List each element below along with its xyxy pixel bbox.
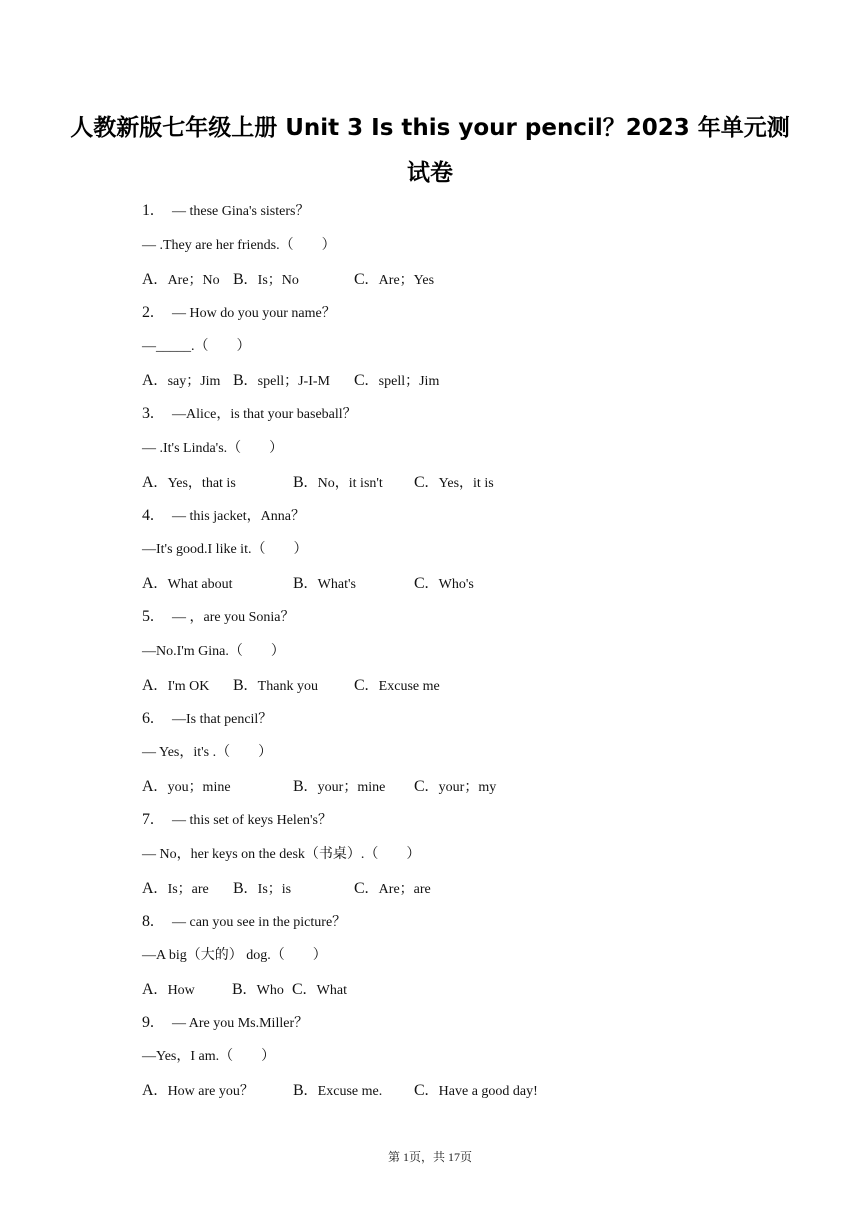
answer-line: —A big（大的） dog.（ ） [142,948,327,963]
option-b [233,677,318,696]
question-number: 4. [142,507,154,524]
question-number: 2. [142,304,154,321]
option-text: Are；Yes [378,273,435,288]
question-text: —Alice，is that your baseball？ [172,407,357,422]
option-text: say；Jim [167,374,221,389]
option-letter: B. [233,880,248,897]
option-letter: B. [233,372,248,389]
option-a [142,575,232,594]
option-b [233,880,291,899]
option-letter: C. [354,271,369,288]
answer-line: — .It's Linda's.（ ） [142,441,284,456]
option-letter: C. [414,1082,429,1099]
question-text: — Are you Ms.Miller？ [172,1016,309,1031]
question-text: — How do you your name？ [172,306,336,321]
option-text: Yes，that is [167,476,236,491]
option-text: spell；J-I-M [257,374,330,389]
option-text: What's [317,577,356,592]
question-number: 9. [142,1014,154,1031]
option-text: Thank you [257,679,318,694]
option-text: Are；are [378,882,431,897]
answer-line: —_____.（ ） [142,339,251,354]
question-text: —Is that pencil？ [172,712,273,727]
question-text: — can you see in the picture？ [172,915,347,930]
option-text: your；mine [317,780,386,795]
option-text: What about [167,577,233,592]
option-a [142,778,231,797]
question-text: — ，are you Sonia？ [172,610,295,625]
option-text: Is；are [167,882,209,897]
option-text: No，it isn't [317,476,383,491]
option-letter: B. [233,677,248,694]
option-letter: A. [142,677,158,694]
option-c [354,677,440,696]
answer-line: —Yes，I am.（ ） [142,1049,276,1064]
option-text: your；my [438,780,497,795]
option-c [354,880,431,899]
option-a [142,981,195,1000]
option-text: Have a good day! [438,1084,538,1099]
option-a [142,880,209,899]
option-letter: B. [293,778,308,795]
option-text: Is；No [257,273,299,288]
option-letter: A. [142,474,158,491]
option-letter: B. [293,575,308,592]
option-letter: C. [354,880,369,897]
page-footer: 第 1页，共 17页 [387,1150,472,1164]
option-letter: B. [293,1082,308,1099]
option-letter: A. [142,271,158,288]
document-title-continued: 试卷 [407,160,453,186]
answer-line: — .They are her friends.（ ） [142,238,336,253]
option-b [233,271,299,290]
option-a [142,372,220,391]
option-a [142,1082,254,1101]
option-text: Is；is [257,882,292,897]
question-text: — this jacket，Anna？ [172,509,305,524]
document-title: 人教新版七年级上册 Unit 3 Is this your pencil？2023 年单元测 [70,115,790,141]
option-letter: B. [232,981,247,998]
option-letter: A. [142,372,158,389]
option-text: How [167,983,195,998]
option-letter: C. [354,372,369,389]
option-b [293,778,385,797]
option-text: Are；No [167,273,220,288]
option-text: Who's [438,577,474,592]
option-c [414,778,496,797]
option-text: Excuse me. [317,1084,383,1099]
option-b [232,981,284,1000]
option-text: How are you？ [167,1084,254,1099]
option-text: What [316,983,347,998]
option-letter: A. [142,880,158,897]
option-letter: B. [233,271,248,288]
question-number: 7. [142,811,154,828]
option-text: Excuse me [378,679,440,694]
option-text: I'm OK [167,679,210,694]
question-number: 5. [142,608,154,625]
option-letter: A. [142,1082,158,1099]
option-b [293,575,356,594]
answer-line: —It's good.I like it.（ ） [142,542,308,557]
question-text: — this set of keys Helen's？ [172,813,333,828]
answer-line: —No.I'm Gina.（ ） [142,644,285,659]
answer-line: — Yes，it's .（ ） [142,745,273,760]
option-text: you；mine [167,780,231,795]
option-c [354,372,439,391]
option-a [142,474,236,493]
option-a [142,677,209,696]
option-b [293,474,383,493]
option-c [292,981,347,1000]
option-letter: C. [414,778,429,795]
option-letter: C. [292,981,307,998]
question-number: 1. [142,202,154,219]
option-b [293,1082,382,1101]
option-letter: C. [414,474,429,491]
question-number: 6. [142,710,154,727]
question-text: — these Gina's sisters？ [172,204,310,219]
option-letter: A. [142,575,158,592]
option-text: Yes，it is [438,476,494,491]
option-letter: C. [414,575,429,592]
option-letter: A. [142,778,158,795]
option-letter: A. [142,981,158,998]
option-c [354,271,434,290]
option-c [414,474,494,493]
question-number: 8. [142,913,154,930]
option-text: Who [256,983,284,998]
option-c [414,1082,538,1101]
option-text: spell；Jim [378,374,440,389]
option-letter: C. [354,677,369,694]
option-c [414,575,474,594]
option-letter: B. [293,474,308,491]
question-number: 3. [142,405,154,422]
option-a [142,271,220,290]
answer-line: — No，her keys on the desk（书桌）.（ ） [142,847,421,862]
option-b [233,372,330,391]
